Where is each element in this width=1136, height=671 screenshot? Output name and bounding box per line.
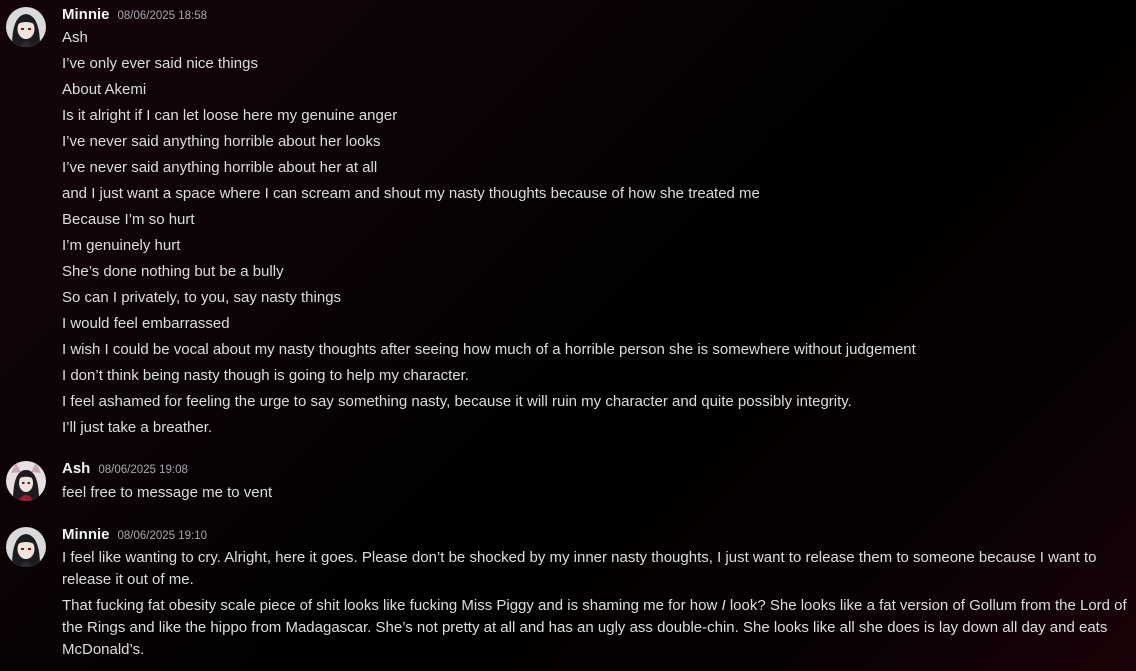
message-line: feel free to message me to vent [62, 484, 273, 501]
message-line: So can I privately, to you, say nasty things [62, 289, 342, 306]
cat-ear-character-avatar-icon [6, 461, 46, 501]
message-line: I’ll just take a breather. [62, 419, 213, 436]
message-line: I’ve never said anything horrible about her at all [62, 159, 378, 176]
author-name[interactable]: Minnie [62, 6, 110, 23]
message-line: I would feel embarrassed [62, 315, 230, 332]
anime-girl-dark-hair-avatar-icon [6, 527, 46, 567]
message-line: I don’t think being nasty though is going to help my character. [62, 367, 469, 384]
message-line: I wish I could be vocal about my nasty thoughts after seeing how much of a horrible person she is somewhere without judgement [62, 341, 916, 358]
author-name[interactable]: Minnie [62, 526, 110, 543]
message-header [62, 526, 207, 546]
user-avatar[interactable] [6, 7, 46, 47]
message-line: She’s done nothing but be a bully [62, 263, 284, 280]
message-line: I’ve only ever said nice things [62, 55, 258, 72]
message-line: I’m genuinely hurt [62, 237, 181, 254]
message-text: look? She looks like a fat version of Gollum from the Lord of the Rings and like the hippo from Madagascar. She’s not pretty at all and has an ugly ass double-chin. She looks like all she does is lay down all day and eats McDonald’s. [62, 597, 1127, 658]
message-line: I’ve never said anything horrible about her looks [62, 133, 381, 150]
message-line: Is it alright if I can let loose here my genuine anger [62, 107, 398, 124]
user-avatar[interactable] [6, 527, 46, 567]
message-line: Ash [62, 29, 88, 46]
anime-girl-dark-hair-avatar-icon [6, 7, 46, 47]
message-header [62, 460, 188, 480]
message-italic-text: I [721, 597, 726, 614]
message-timestamp[interactable]: 08/06/2025 19:08 [98, 464, 188, 476]
author-name[interactable]: Ash [62, 460, 91, 477]
message-line: Because I’m so hurt [62, 211, 195, 228]
user-avatar[interactable] [6, 461, 46, 501]
message-timestamp[interactable]: 08/06/2025 19:10 [117, 530, 208, 542]
message-line: About Akemi [62, 81, 147, 98]
message-line: I feel ashamed for feeling the urge to say something nasty, because it will ruin my character and quite possibly integrity. [62, 393, 852, 410]
message-paragraph: I feel like wanting to cry. Alright, here it goes. Please don’t be shocked by my inner nasty thoughts, I just want to release them to someone because I want to release it out of me. [62, 549, 1097, 588]
message-text: That fucking fat obesity scale piece of shit looks like fucking Miss Piggy and is shaming me for how [62, 597, 722, 614]
message-paragraph [62, 595, 1136, 661]
message-line: and I just want a space where I can scream and shout my nasty thoughts because of how she treated me [62, 185, 760, 202]
message-header [62, 6, 207, 26]
message-timestamp[interactable]: 08/06/2025 18:58 [117, 10, 208, 22]
